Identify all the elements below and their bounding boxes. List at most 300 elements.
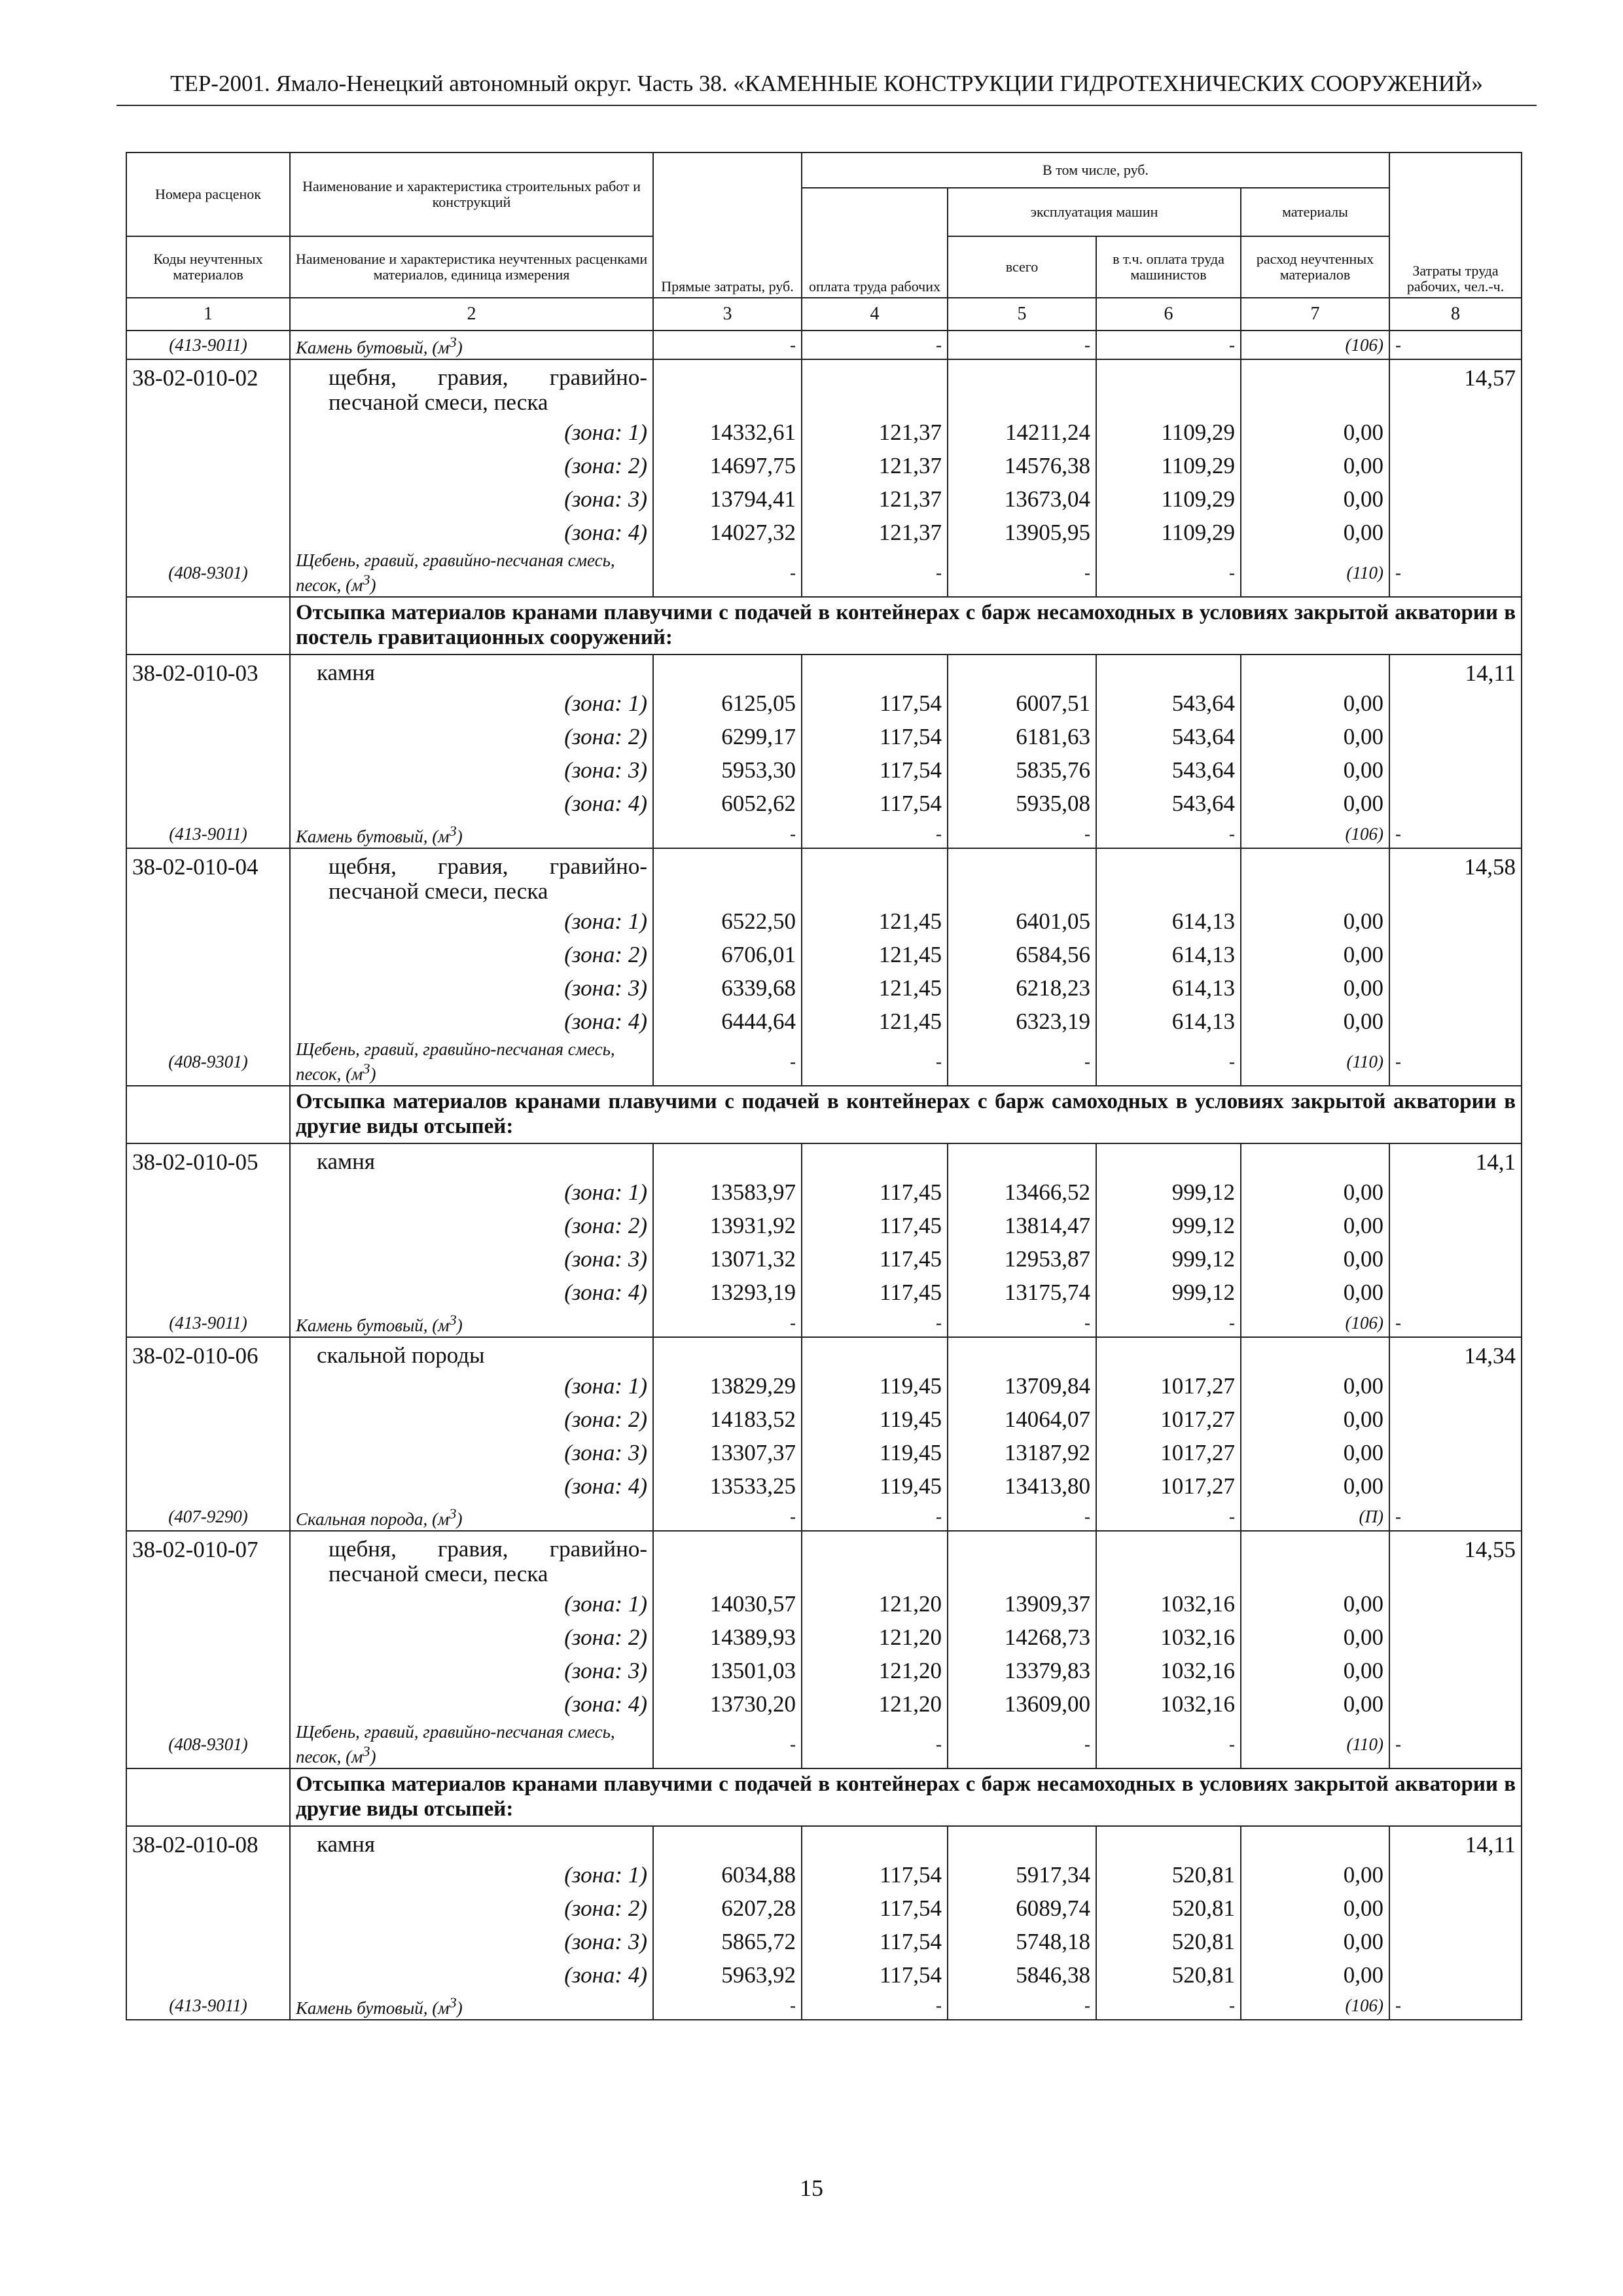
unit-close: ) — [370, 1747, 376, 1767]
empty-cell — [802, 1337, 948, 1369]
zone-label: (зона: 2) — [290, 1621, 653, 1654]
empty-cell — [1389, 416, 1522, 449]
value-cell: 543,64 — [1096, 687, 1241, 720]
zone-label: (зона: 1) — [290, 1175, 653, 1209]
rate-code: 38-02-010-05 — [126, 1143, 290, 1175]
dash-cell: - — [802, 1038, 948, 1086]
labor-dash: - — [1389, 1992, 1522, 2020]
empty-cell — [1389, 1369, 1522, 1403]
th-mat-consumption: расход неучтенных материалов — [1241, 236, 1389, 298]
material-code: (408-9301) — [126, 1038, 290, 1086]
empty-cell — [1096, 655, 1241, 687]
empty-cell — [1389, 482, 1522, 516]
value-cell: 0,00 — [1241, 938, 1389, 971]
value-cell: 999,12 — [1096, 1209, 1241, 1242]
section-heading: Отсыпка материалов кранами плавучими с подачей в контейнерах с барж несамоходных в условиях закрытой акватории в другие виды отсыпей: — [290, 1768, 1522, 1826]
empty-cell — [1389, 720, 1522, 753]
zone-row — [126, 1925, 1522, 1958]
value-cell: 121,20 — [802, 1621, 948, 1654]
empty-cell — [126, 1621, 290, 1654]
value-cell: 14268,73 — [948, 1621, 1096, 1654]
value-cell: 0,00 — [1241, 1654, 1389, 1687]
value-cell: 13307,37 — [653, 1436, 802, 1469]
material-code: (407-9290) — [126, 1503, 290, 1531]
value-cell: 614,13 — [1096, 938, 1241, 971]
material-row — [126, 1038, 1522, 1086]
empty-cell — [802, 359, 948, 416]
value-cell: 1032,16 — [1096, 1687, 1241, 1721]
dash-cell: - — [802, 1992, 948, 2020]
value-cell: 0,00 — [1241, 1005, 1389, 1038]
zone-label: (зона: 2) — [290, 938, 653, 971]
work-name — [290, 1531, 653, 1587]
material-name — [290, 1038, 653, 1086]
material-name-text: Камень бутовый, (м — [296, 338, 450, 357]
table-header — [126, 152, 1522, 331]
zone-row — [126, 1858, 1522, 1892]
material-name-text: Скальная порода, (м — [296, 1509, 450, 1529]
empty-cell — [948, 1826, 1096, 1858]
labor-dash: - — [1389, 820, 1522, 848]
value-cell: 6522,50 — [653, 905, 802, 938]
zone-label: (зона: 3) — [290, 971, 653, 1005]
material-consumption: (110) — [1241, 549, 1389, 597]
value-cell: 5748,18 — [948, 1925, 1096, 1958]
material-row — [126, 549, 1522, 597]
value-cell: 0,00 — [1241, 1958, 1389, 1992]
empty-cell — [1096, 848, 1241, 905]
value-cell: 0,00 — [1241, 516, 1389, 549]
value-cell: 121,45 — [802, 971, 948, 1005]
value-cell: 1017,27 — [1096, 1469, 1241, 1503]
th-col-number: 1 — [126, 298, 290, 331]
empty-cell — [1389, 1403, 1522, 1436]
dash-cell: - — [948, 1992, 1096, 2020]
empty-cell — [1241, 1531, 1389, 1587]
value-cell: 6299,17 — [653, 720, 802, 753]
value-cell: 6584,56 — [948, 938, 1096, 971]
empty-cell — [1389, 1892, 1522, 1925]
value-cell: 13413,80 — [948, 1469, 1096, 1503]
dash-cell: - — [653, 1721, 802, 1768]
value-cell: 117,54 — [802, 687, 948, 720]
value-cell: 0,00 — [1241, 1687, 1389, 1721]
value-cell: 0,00 — [1241, 1276, 1389, 1309]
zone-row — [126, 1276, 1522, 1309]
unit-exponent: 3 — [449, 1994, 457, 2011]
value-cell: 0,00 — [1241, 1925, 1389, 1958]
dash-cell: - — [948, 1721, 1096, 1768]
material-name — [290, 549, 653, 597]
value-cell: 5953,30 — [653, 753, 802, 787]
value-cell: 543,64 — [1096, 787, 1241, 820]
empty-cell — [126, 753, 290, 787]
value-cell: 1017,27 — [1096, 1403, 1241, 1436]
empty-cell — [653, 1826, 802, 1858]
zone-row — [126, 516, 1522, 549]
empty-cell — [1096, 1337, 1241, 1369]
unit-close: ) — [456, 1509, 463, 1529]
material-name — [290, 1721, 653, 1768]
unit-exponent: 3 — [449, 823, 457, 839]
dash-cell: - — [948, 1503, 1096, 1531]
zone-row — [126, 1587, 1522, 1621]
th-col-number: 7 — [1241, 298, 1389, 331]
page-header: ТЕР-2001. Ямало-Ненецкий автономный округ. Часть 38. «КАМЕННЫЕ КОНСТРУКЦИИ ГИДРОТЕХНИЧЕСКИХ СООРУЖЕНИЙ» — [170, 71, 1483, 96]
unit-exponent: 3 — [449, 1505, 457, 1522]
material-consumption: (106) — [1241, 1992, 1389, 2020]
value-cell: 1017,27 — [1096, 1369, 1241, 1403]
empty-cell — [126, 687, 290, 720]
value-cell: 13909,37 — [948, 1587, 1096, 1621]
value-cell: 999,12 — [1096, 1175, 1241, 1209]
dash-cell: - — [1096, 820, 1241, 848]
empty-cell — [802, 848, 948, 905]
dash-cell: - — [653, 1503, 802, 1531]
rate-code: 38-02-010-08 — [126, 1826, 290, 1858]
labor-cost: 14,1 — [1389, 1143, 1522, 1175]
empty-cell — [653, 1531, 802, 1587]
empty-cell — [126, 720, 290, 753]
empty-cell — [948, 1337, 1096, 1369]
dash-cell: - — [653, 1038, 802, 1086]
zone-label: (зона: 3) — [290, 753, 653, 787]
work-name-text: камня — [317, 1149, 375, 1174]
zone-row — [126, 1687, 1522, 1721]
zone-label: (зона: 1) — [290, 1587, 653, 1621]
empty-cell — [653, 1337, 802, 1369]
zone-label: (зона: 2) — [290, 1403, 653, 1436]
empty-cell — [1096, 359, 1241, 416]
empty-cell — [653, 655, 802, 687]
zone-label: (зона: 1) — [290, 905, 653, 938]
value-cell: 6706,01 — [653, 938, 802, 971]
value-cell: 0,00 — [1241, 687, 1389, 720]
labor-cost: 14,11 — [1389, 655, 1522, 687]
dash-cell: - — [1096, 549, 1241, 597]
empty-cell — [1389, 787, 1522, 820]
dash-cell: - — [802, 1309, 948, 1337]
value-cell: 520,81 — [1096, 1858, 1241, 1892]
value-cell: 13293,19 — [653, 1276, 802, 1309]
value-cell: 1109,29 — [1096, 416, 1241, 449]
value-cell: 13501,03 — [653, 1654, 802, 1687]
section-heading-row — [126, 1086, 1522, 1143]
dash-cell: - — [802, 820, 948, 848]
value-cell: 1109,29 — [1096, 516, 1241, 549]
rate-title-row — [126, 359, 1522, 416]
empty-cell — [802, 1826, 948, 1858]
value-cell: 0,00 — [1241, 720, 1389, 753]
value-cell: 13730,20 — [653, 1687, 802, 1721]
zone-label: (зона: 3) — [290, 1242, 653, 1276]
value-cell: 121,37 — [802, 482, 948, 516]
rate-title-row — [126, 655, 1522, 687]
empty-cell — [1241, 848, 1389, 905]
work-name-text: щебня, гравия, гравийно-песчаной смеси, песка — [329, 1536, 647, 1587]
empty-cell — [948, 1143, 1096, 1175]
material-row — [126, 1503, 1522, 1531]
section-heading-row — [126, 597, 1522, 655]
empty-cell — [1389, 449, 1522, 482]
zone-row — [126, 1403, 1522, 1436]
value-cell: 117,54 — [802, 720, 948, 753]
material-code: (413-9011) — [126, 1309, 290, 1337]
th-mat-names: Наименование и характеристика неучтенных расценками материалов, единица измерения — [290, 236, 653, 298]
dash-cell: - — [653, 1309, 802, 1337]
empty-cell — [653, 1143, 802, 1175]
value-cell: 5865,72 — [653, 1925, 802, 1958]
unit-exponent: 3 — [363, 1743, 370, 1759]
zone-label: (зона: 3) — [290, 1654, 653, 1687]
value-cell: 520,81 — [1096, 1958, 1241, 1992]
value-cell: 119,45 — [802, 1369, 948, 1403]
dash-cell: - — [948, 331, 1096, 359]
labor-dash: - — [1389, 1309, 1522, 1337]
zone-label: (зона: 4) — [290, 1276, 653, 1309]
zone-label: (зона: 3) — [290, 1436, 653, 1469]
rate-title-row — [126, 1826, 1522, 1858]
value-cell: 614,13 — [1096, 971, 1241, 1005]
zone-label: (зона: 2) — [290, 720, 653, 753]
value-cell: 520,81 — [1096, 1925, 1241, 1958]
dash-cell: - — [1096, 1721, 1241, 1768]
rate-code: 38-02-010-03 — [126, 655, 290, 687]
unit-close: ) — [456, 1316, 463, 1335]
empty-cell — [1389, 1587, 1522, 1621]
empty-cell — [1241, 359, 1389, 416]
empty-cell — [126, 516, 290, 549]
empty-cell — [1389, 1925, 1522, 1958]
value-cell: 1109,29 — [1096, 449, 1241, 482]
empty-cell — [1389, 1242, 1522, 1276]
dash-cell: - — [948, 820, 1096, 848]
work-name-text: щебня, гравия, гравийно-песчаной смеси, песка — [329, 853, 647, 904]
empty-cell — [126, 1369, 290, 1403]
value-cell: 5935,08 — [948, 787, 1096, 820]
value-cell: 0,00 — [1241, 1369, 1389, 1403]
empty-cell — [126, 597, 290, 655]
empty-cell — [1389, 1175, 1522, 1209]
value-cell: 0,00 — [1241, 1175, 1389, 1209]
empty-cell — [126, 1175, 290, 1209]
zone-row — [126, 787, 1522, 820]
labor-cost: 14,11 — [1389, 1826, 1522, 1858]
th-col-number: 5 — [948, 298, 1096, 331]
zone-row — [126, 720, 1522, 753]
value-cell: 543,64 — [1096, 753, 1241, 787]
empty-cell — [1389, 1687, 1522, 1721]
value-cell: 6207,28 — [653, 1892, 802, 1925]
value-cell: 13379,83 — [948, 1654, 1096, 1687]
empty-cell — [126, 1925, 290, 1958]
material-row — [126, 1309, 1522, 1337]
th-labor-costs: Затраты труда рабочих, чел.-ч. — [1389, 152, 1522, 298]
labor-cost: 14,57 — [1389, 359, 1522, 416]
zone-label: (зона: 1) — [290, 1858, 653, 1892]
empty-cell — [126, 1587, 290, 1621]
empty-cell — [126, 971, 290, 1005]
dash-cell: - — [802, 549, 948, 597]
value-cell: 6089,74 — [948, 1892, 1096, 1925]
value-cell: 1032,16 — [1096, 1654, 1241, 1687]
value-cell: 121,20 — [802, 1687, 948, 1721]
value-cell: 0,00 — [1241, 1403, 1389, 1436]
material-code: (413-9011) — [126, 820, 290, 848]
value-cell: 999,12 — [1096, 1242, 1241, 1276]
value-cell: 614,13 — [1096, 905, 1241, 938]
th-materials: материалы — [1241, 188, 1389, 236]
zone-row — [126, 1242, 1522, 1276]
labor-cost: 14,55 — [1389, 1531, 1522, 1587]
value-cell: 520,81 — [1096, 1892, 1241, 1925]
value-cell: 14064,07 — [948, 1403, 1096, 1436]
value-cell: 13814,47 — [948, 1209, 1096, 1242]
empty-cell — [126, 1469, 290, 1503]
unit-close: ) — [456, 338, 463, 357]
value-cell: 5835,76 — [948, 753, 1096, 787]
empty-cell — [948, 359, 1096, 416]
section-heading-row — [126, 1768, 1522, 1826]
empty-cell — [126, 482, 290, 516]
rate-code: 38-02-010-06 — [126, 1337, 290, 1369]
empty-cell — [126, 1005, 290, 1038]
zone-label: (зона: 3) — [290, 482, 653, 516]
empty-cell — [802, 1531, 948, 1587]
empty-cell — [126, 1276, 290, 1309]
work-name-text: щебня, гравия, гравийно-песчаной смеси, песка — [329, 365, 647, 415]
unit-exponent: 3 — [449, 1312, 457, 1328]
zone-label: (зона: 3) — [290, 1925, 653, 1958]
empty-cell — [1389, 753, 1522, 787]
dash-cell: - — [1096, 1309, 1241, 1337]
value-cell: 6218,23 — [948, 971, 1096, 1005]
value-cell: 14697,75 — [653, 449, 802, 482]
labor-cost: 14,58 — [1389, 848, 1522, 905]
zone-row — [126, 1005, 1522, 1038]
rate-code: 38-02-010-02 — [126, 359, 290, 416]
labor-dash: - — [1389, 549, 1522, 597]
zone-row — [126, 1621, 1522, 1654]
empty-cell — [1389, 1469, 1522, 1503]
empty-cell — [1096, 1826, 1241, 1858]
zone-label: (зона: 2) — [290, 449, 653, 482]
value-cell: 0,00 — [1241, 1436, 1389, 1469]
value-cell: 121,37 — [802, 416, 948, 449]
empty-cell — [126, 1242, 290, 1276]
rate-title-row — [126, 1531, 1522, 1587]
value-cell: 13794,41 — [653, 482, 802, 516]
value-cell: 0,00 — [1241, 449, 1389, 482]
zone-row — [126, 905, 1522, 938]
value-cell: 6007,51 — [948, 687, 1096, 720]
empty-cell — [653, 848, 802, 905]
material-name — [290, 820, 653, 848]
value-cell: 999,12 — [1096, 1276, 1241, 1309]
empty-cell — [948, 655, 1096, 687]
empty-cell — [126, 449, 290, 482]
value-cell: 0,00 — [1241, 1892, 1389, 1925]
empty-cell — [126, 1958, 290, 1992]
material-code: (408-9301) — [126, 549, 290, 597]
material-name-text: Щебень, гравий, гравийно-песчаная смесь, песок, (м — [296, 550, 615, 595]
value-cell: 14332,61 — [653, 416, 802, 449]
rate-title-row — [126, 1337, 1522, 1369]
value-cell: 0,00 — [1241, 1209, 1389, 1242]
zone-row — [126, 1469, 1522, 1503]
zone-row — [126, 1892, 1522, 1925]
value-cell: 1017,27 — [1096, 1436, 1241, 1469]
material-consumption: (106) — [1241, 1309, 1389, 1337]
value-cell: 14027,32 — [653, 516, 802, 549]
value-cell: 0,00 — [1241, 1469, 1389, 1503]
empty-cell — [126, 1687, 290, 1721]
th-incl-operators: в т.ч. оплата труда машинистов — [1096, 236, 1241, 298]
value-cell: 119,45 — [802, 1469, 948, 1503]
empty-cell — [802, 655, 948, 687]
material-name-text: Щебень, гравий, гравийно-песчаная смесь, песок, (м — [296, 1722, 615, 1767]
section-heading: Отсыпка материалов кранами плавучими с подачей в контейнерах с барж самоходных в условиях закрытой акватории в другие виды отсыпей: — [290, 1086, 1522, 1143]
unit-exponent: 3 — [363, 571, 370, 588]
th-col-number: 8 — [1389, 298, 1522, 331]
value-cell: 13931,92 — [653, 1209, 802, 1242]
zone-label: (зона: 1) — [290, 416, 653, 449]
material-name — [290, 1992, 653, 2020]
unit-close: ) — [370, 1064, 376, 1084]
header-rule — [116, 105, 1537, 106]
value-cell: 14183,52 — [653, 1403, 802, 1436]
dash-cell: - — [1096, 1503, 1241, 1531]
material-code: (413-9011) — [126, 1992, 290, 2020]
empty-cell — [1389, 971, 1522, 1005]
empty-cell — [126, 1892, 290, 1925]
value-cell: 13583,97 — [653, 1175, 802, 1209]
value-cell: 13466,52 — [948, 1175, 1096, 1209]
empty-cell — [1389, 1005, 1522, 1038]
dash-cell: - — [653, 331, 802, 359]
value-cell: 5846,38 — [948, 1958, 1096, 1992]
work-name — [290, 848, 653, 905]
work-name — [290, 1143, 653, 1175]
work-name-text: камня — [317, 1831, 375, 1857]
labor-cost: 14,34 — [1389, 1337, 1522, 1369]
zone-label: (зона: 4) — [290, 1958, 653, 1992]
unit-close: ) — [456, 1998, 463, 2018]
value-cell: 117,45 — [802, 1276, 948, 1309]
empty-cell — [1096, 1143, 1241, 1175]
value-cell: 14576,38 — [948, 449, 1096, 482]
th-incl: В том числе, руб. — [802, 152, 1389, 188]
section-heading: Отсыпка материалов кранами плавучими с подачей в контейнерах с барж несамоходных в условиях закрытой акватории в постель гравитационных сооружений: — [290, 597, 1522, 655]
th-col-number: 4 — [802, 298, 948, 331]
value-cell: 121,20 — [802, 1654, 948, 1687]
material-code: (413-9011) — [126, 331, 290, 359]
dash-cell: - — [948, 1038, 1096, 1086]
empty-cell — [126, 787, 290, 820]
value-cell: 13709,84 — [948, 1369, 1096, 1403]
zone-row — [126, 1654, 1522, 1687]
th-col-number: 3 — [653, 298, 802, 331]
value-cell: 0,00 — [1241, 416, 1389, 449]
empty-cell — [1389, 516, 1522, 549]
zone-label: (зона: 4) — [290, 1469, 653, 1503]
empty-cell — [1241, 1337, 1389, 1369]
empty-cell — [126, 1768, 290, 1826]
empty-cell — [126, 938, 290, 971]
value-cell: 0,00 — [1241, 482, 1389, 516]
th-names: Наименование и характеристика строительных работ и конструкций — [290, 152, 653, 236]
material-row — [126, 820, 1522, 848]
